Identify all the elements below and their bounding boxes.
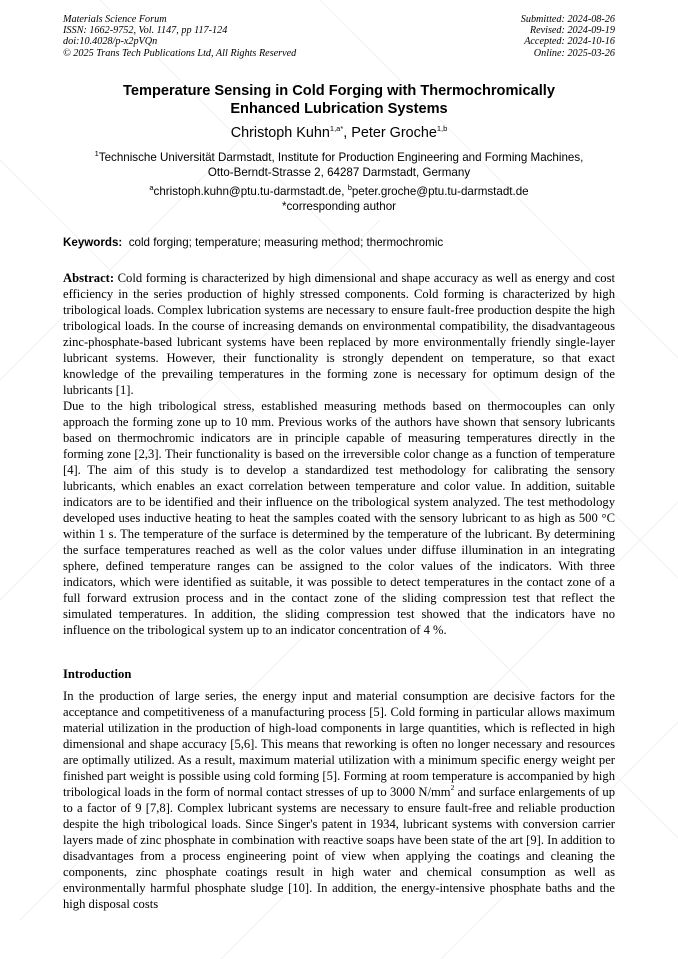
affiliation-line-1: Technische Universität Darmstadt, Institute for Production Engineering and Forming Machines,	[98, 151, 584, 164]
abstract-paragraph: Due to the high tribological stress, established measuring methods based on thermocouples can only approach the forming zone up to 10 mm. Previous works of the authors have shown that sensory lubricants based on thermochromic indicators are in principle capable of measuring temperatures directly in the forming zone [2,3]. Their functionality is based on the irreversible color change as a function of temperature [4]. The aim of this study is to develop a standardized test methodology for calibrating the sensory lubricants, which enables an exact correlation between temperature and color value. In addition, suitable indicators are to be identified and their influence on the tribological system analyzed. The test methodology developed uses inductive heating to heat the samples coated with the sensory lubricant to as high as 500 °C within 1 s. The temperature of the surface is determined by the temperature of the lubricant. By determining the surface temperatures reached as well as the color values under diffuse illumination in an integrating sphere, defined temperature ranges can be assigned to the color values of the indicators. With three indicators, which were identified as suitable, it was possible to detect temperatures in the contact zone of a full forward extrusion process and in the contact zone of the sliding compression test that reflect the simulated temperatures. In addition, the sliding compression test showed that the indicators have no influence on the tribological system up to an indicator concentration of 4 %.	[63, 399, 615, 637]
keywords-text: cold forging; temperature; measuring method; thermochromic	[128, 236, 444, 249]
keywords-label: Keywords:	[63, 236, 123, 249]
introduction-text-1: In the production of large series, the energy input and material consumption are decisive factors for the acceptance and competitiveness of a manufacturing process [5]. Cold forming in particular allows maximum material utilization in the production of high-load components in large quantities, which is reflected in high dimensional and shape accuracy [5,6]. This means that reworking is often no longer necessary and resources are optimally utilized. As a result, maximum material utilization with a minimum specific energy weight per finished part weight is possible using cold forming [5]. Forming at room temperature is accompanied by high tribological loads in the form of normal contact stresses of up to 3000 N/mm	[63, 689, 615, 799]
unit-superscript: 2	[450, 783, 455, 793]
section-heading-introduction: Introduction	[63, 667, 132, 681]
journal-issn: ISSN: 1662-9752, Vol. 1147, pp 117-124	[63, 25, 228, 37]
abstract-text-1: Cold forming is characterized by high dimensional and shape accuracy as well as energy and cost efficiency in the series production of highly stressed components. Cold forming is characterized by high tribological loads. Complex lubrication systems are necessary to ensure fault-free production despite the high tribological loads. In the course of increasing demands on environmental compatibility, the disadvantageous zinc-phosphate-based lubricant systems have been replaced by more environmentally friendly single-layer lubricant systems. However, their functionality is strongly dependent on temperature, so that exact knowledge of the prevailing temperatures in the forming zone is necessary for optimum design of the lubricants [1].	[63, 271, 616, 397]
journal-doi[interactable]: doi:10.4028/p-x2pVQn	[63, 36, 158, 48]
author-list	[63, 124, 615, 142]
date-submitted: Submitted: 2024-08-26	[520, 14, 615, 25]
contact-emails	[63, 184, 615, 214]
affiliation	[63, 150, 615, 180]
date-accepted: Accepted: 2024-10-16	[524, 36, 615, 48]
introduction-section	[63, 688, 615, 912]
date-revised: Revised: 2024-09-19	[529, 25, 615, 37]
affiliation-line-2: Otto-Berndt-Strasse 2, 64287 Darmstadt, Germany	[207, 166, 471, 179]
paper-title	[63, 82, 615, 118]
email-superscript: b	[347, 182, 352, 192]
abstract-section	[63, 270, 615, 638]
journal-info	[63, 14, 296, 59]
email-link[interactable]: peter.groche@ptu.tu-darmstadt.de	[351, 185, 529, 198]
author-superscript: 1,a*	[329, 123, 344, 133]
abstract-label: Abstract:	[63, 271, 115, 285]
title-line-2: Enhanced Lubrication Systems	[230, 101, 448, 117]
keywords	[63, 235, 615, 250]
publication-dates	[521, 14, 615, 59]
email-link[interactable]: christoph.kuhn@ptu.tu-darmstadt.de,	[153, 185, 348, 198]
email-superscript: a	[149, 182, 154, 192]
introduction-text-2: and surface enlargements of up to a factor of 9 [7,8]. Complex lubricant systems are necessary to ensure fault-free and reliable production despite the high tribological loads. Since Singer's patent in 1934, lubricant systems with conversion carrier layers made of zinc phosphate in combination with reactive soaps have been state of the art [9]. In addition to disadvantages from a process engineering point of view when applying the coatings and cleaning the components, zinc phosphate coatings result in high water and chemical consumption as well as environmentally harmful phosphate sludge [10]. In addition, the energy-intensive phosphate baths and the high disposal costs	[63, 785, 615, 911]
abstract-paragraph	[63, 270, 615, 398]
introduction-paragraph	[63, 688, 615, 912]
date-online: Online: 2025-03-26	[533, 47, 615, 59]
author-name: Christoph Kuhn	[230, 125, 330, 141]
journal-name: Materials Science Forum	[63, 14, 167, 25]
title-line-1: Temperature Sensing in Cold Forging with Thermochromically	[123, 83, 555, 99]
affiliation-superscript: 1	[94, 148, 99, 158]
journal-copyright: © 2025 Trans Tech Publications Ltd, All Rights Reserved	[63, 47, 297, 59]
author-separator: ,	[343, 125, 352, 141]
author-superscript: 1,b	[436, 123, 448, 133]
author-name: Peter Groche	[351, 125, 437, 141]
corresponding-author-note: *corresponding author	[281, 200, 397, 213]
